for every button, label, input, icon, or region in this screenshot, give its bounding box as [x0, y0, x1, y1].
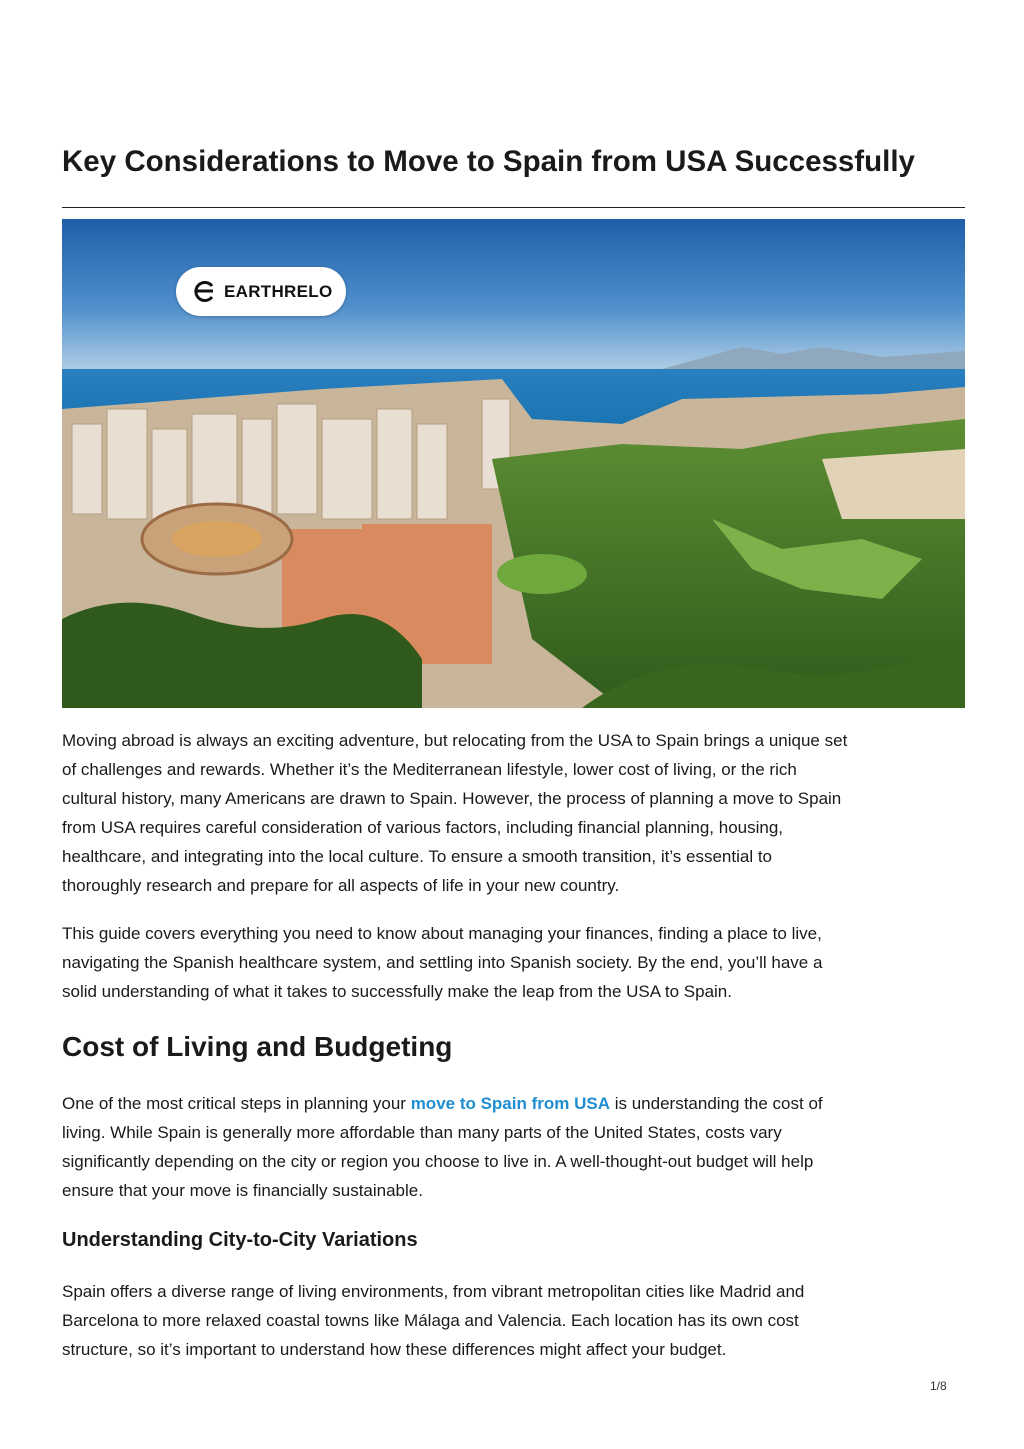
text-line: navigating the Spanish healthcare system, and settling into Spanish society. By the end, you’ll have a — [62, 953, 823, 972]
subsection-heading-city-variations: Understanding City-to-City Variations — [62, 1229, 418, 1251]
page-title: Key Considerations to Move to Spain from USA Successfully — [62, 145, 915, 178]
text-line: structure, so it’s important to understand how these differences might affect your budget. — [62, 1340, 727, 1359]
text-line: cultural history, many Americans are drawn to Spain. However, the process of planning a move to Spain — [62, 789, 842, 808]
text-line: thoroughly research and prepare for all aspects of life in your new country. — [62, 876, 620, 895]
intro-paragraph-2 — [62, 919, 977, 1006]
text-line: Barcelona to more relaxed coastal towns like Málaga and Valencia. Each location has its own cost — [62, 1311, 799, 1330]
text-line: ensure that your move is financially sustainable. — [62, 1181, 423, 1200]
section-heading-cost-of-living: Cost of Living and Budgeting — [62, 1031, 453, 1062]
brand-badge — [176, 267, 346, 316]
city-variations-paragraph — [62, 1277, 977, 1364]
text-line: One of the most critical steps in planning your — [62, 1094, 411, 1113]
text-line: is understanding the cost of — [610, 1094, 823, 1113]
text-line: living. While Spain is generally more affordable than many parts of the United States, costs vary — [62, 1123, 782, 1142]
move-to-spain-link[interactable]: move to Spain from USA — [410, 1094, 610, 1113]
text-line: from USA requires careful consideration of various factors, including financial planning, housing, — [62, 818, 784, 837]
text-line: Spain offers a diverse range of living environments, from vibrant metropolitan cities like Madrid and — [62, 1282, 805, 1301]
page-number: 1/8 — [930, 1379, 947, 1393]
text-line: healthcare, and integrating into the local culture. To ensure a smooth transition, it’s essential to — [62, 847, 773, 866]
earthrelo-e-logo-icon — [192, 278, 216, 304]
text-line: of challenges and rewards. Whether it’s the Mediterranean lifestyle, lower cost of living, or the rich — [62, 760, 797, 779]
text-line: This guide covers everything you need to know about managing your finances, finding a place to live, — [62, 924, 822, 943]
text-line: significantly depending on the city or region you choose to live in. A well-thought-out budget will help — [62, 1152, 814, 1171]
text-line: Moving abroad is always an exciting adventure, but relocating from the USA to Spain brings a unique set — [62, 731, 848, 750]
brand-name: EARTHRELO — [224, 282, 333, 301]
text-line: solid understanding of what it takes to successfully make the leap from the USA to Spain. — [62, 982, 732, 1001]
intro-paragraph-1 — [62, 726, 977, 900]
cost-of-living-paragraph — [62, 1089, 977, 1205]
title-divider — [62, 207, 965, 208]
